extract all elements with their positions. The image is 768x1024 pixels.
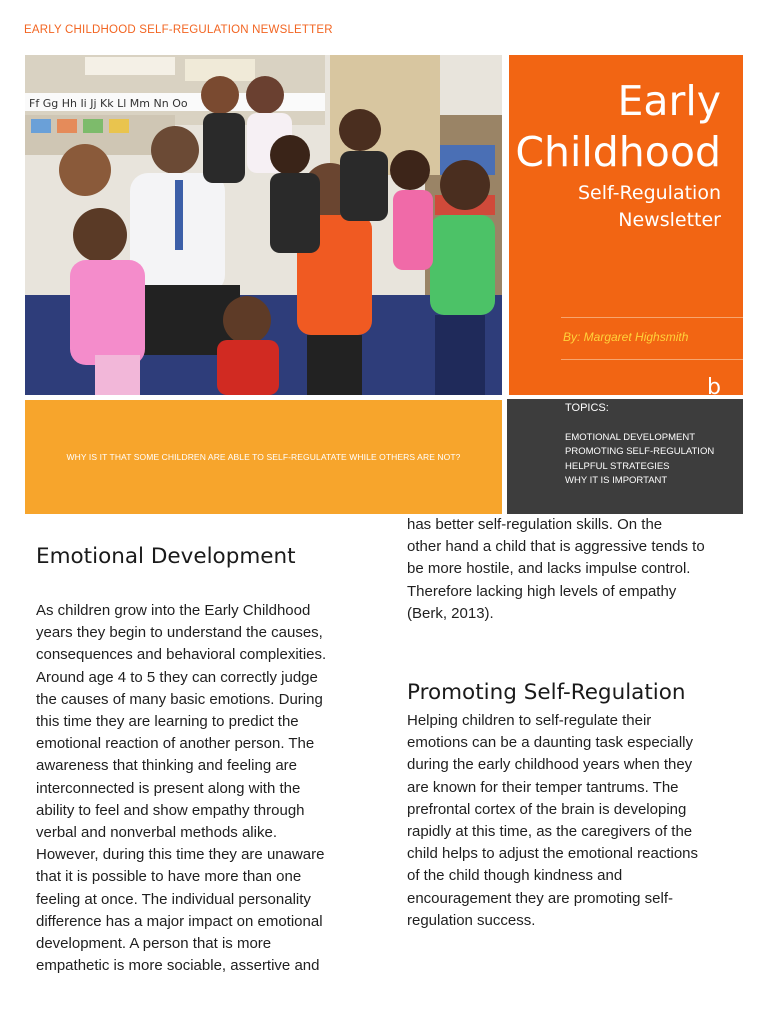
topic-item: PROMOTING SELF-REGULATION: [565, 446, 715, 458]
text-line: difference has a major impact on emotional: [36, 912, 323, 930]
title-line-childhood: Childhood: [515, 128, 721, 176]
text-line: As children grow into the Early Childhood: [36, 602, 311, 619]
text-line: emotions can be a daunting task especially: [407, 734, 694, 752]
text-line: years they begin to understand the causes,: [36, 624, 323, 642]
classroom-photo: [25, 55, 502, 395]
banner-question: WHY IS IT THAT SOME CHILDREN ARE ABLE TO SELF-REGULATATE WHILE OTHERS ARE NOT?: [66, 452, 461, 462]
text-line: the causes of many basic emotions. During: [36, 690, 323, 708]
topics-box: [507, 399, 743, 514]
text-line: empathetic is more sociable, assertive and: [36, 957, 320, 975]
text-line: Helping children to self-regulate their: [407, 712, 652, 729]
paragraph-promoting-self-regulation: [407, 710, 737, 932]
text-line: prefrontal cortex of the brain is developing: [407, 800, 687, 818]
subtitle-newsletter: Newsletter: [618, 209, 721, 231]
text-line: ability to feel and show empathy through: [36, 801, 305, 819]
text-line: regulation success.: [407, 911, 536, 929]
classroom-photo-illustration: [25, 55, 502, 395]
text-line: has better self-regulation skills. On the: [407, 516, 663, 533]
text-line: encouragement they are promoting self-: [407, 889, 673, 907]
title-block: [509, 55, 743, 395]
text-line: consequences and behavioral complexities.: [36, 646, 327, 664]
author-byline: By: Margaret Highsmith: [563, 330, 689, 344]
text-line: Around age 4 to 5 they can correctly judge: [36, 668, 318, 686]
text-line: other hand a child that is aggressive tends to: [407, 538, 705, 556]
topics-list: [565, 431, 714, 488]
text-line: are known for their temper tantrums. The: [407, 778, 679, 796]
text-line: However, during this time they are unaware: [36, 846, 325, 864]
corner-glyph: b: [707, 375, 721, 395]
heading-promoting-self-regulation: Promoting Self-Regulation: [407, 680, 686, 705]
title-line-early: Early: [617, 77, 721, 125]
byline-rule-bottom: [561, 359, 743, 360]
question-banner: [25, 400, 502, 514]
text-line: rapidly at this time, as the caregivers of the: [407, 823, 693, 841]
text-line: child helps to adjust the emotional reactions: [407, 845, 699, 863]
text-line: during the early childhood years when they: [407, 756, 693, 774]
topic-item: HELPFUL STRATEGIES: [565, 460, 670, 472]
topics-heading: TOPICS:: [565, 402, 609, 414]
text-line: this time they are learning to predict the: [36, 713, 299, 731]
alphabet-strip: Ff Gg Hh Ii Jj Kk Ll Mm Nn Oo: [29, 97, 188, 110]
text-line: verbal and nonverbal methods alike.: [36, 824, 277, 842]
topic-item: EMOTIONAL DEVELOPMENT: [565, 432, 696, 443]
heading-emotional-development: Emotional Development: [36, 544, 296, 569]
text-line: development. A person that is more: [36, 935, 272, 953]
text-line: interconnected is present along with the: [36, 779, 301, 797]
paragraph-emotional-development: [36, 600, 366, 977]
text-line: (Berk, 2013).: [407, 604, 494, 622]
text-line: be more hostile, and lacks impulse control.: [407, 560, 691, 578]
text-line: emotional reaction of another person. The: [36, 735, 315, 753]
byline-rule-top: [561, 317, 743, 318]
topic-item: WHY IT IS IMPORTANT: [565, 474, 668, 486]
running-header: EARLY CHILDHOOD SELF-REGULATION NEWSLETTER: [24, 24, 333, 36]
text-line: of the child though kindness and: [407, 867, 623, 885]
paragraph-emotional-continued: [407, 514, 737, 625]
subtitle-self-regulation: Self-Regulation: [578, 182, 721, 204]
text-line: Therefore lacking high levels of empathy: [407, 582, 677, 600]
text-line: that it is possible to have more than one: [36, 868, 302, 886]
text-line: feeling at once. The individual personality: [36, 890, 311, 908]
text-line: awareness that thinking and feeling are: [36, 757, 298, 775]
